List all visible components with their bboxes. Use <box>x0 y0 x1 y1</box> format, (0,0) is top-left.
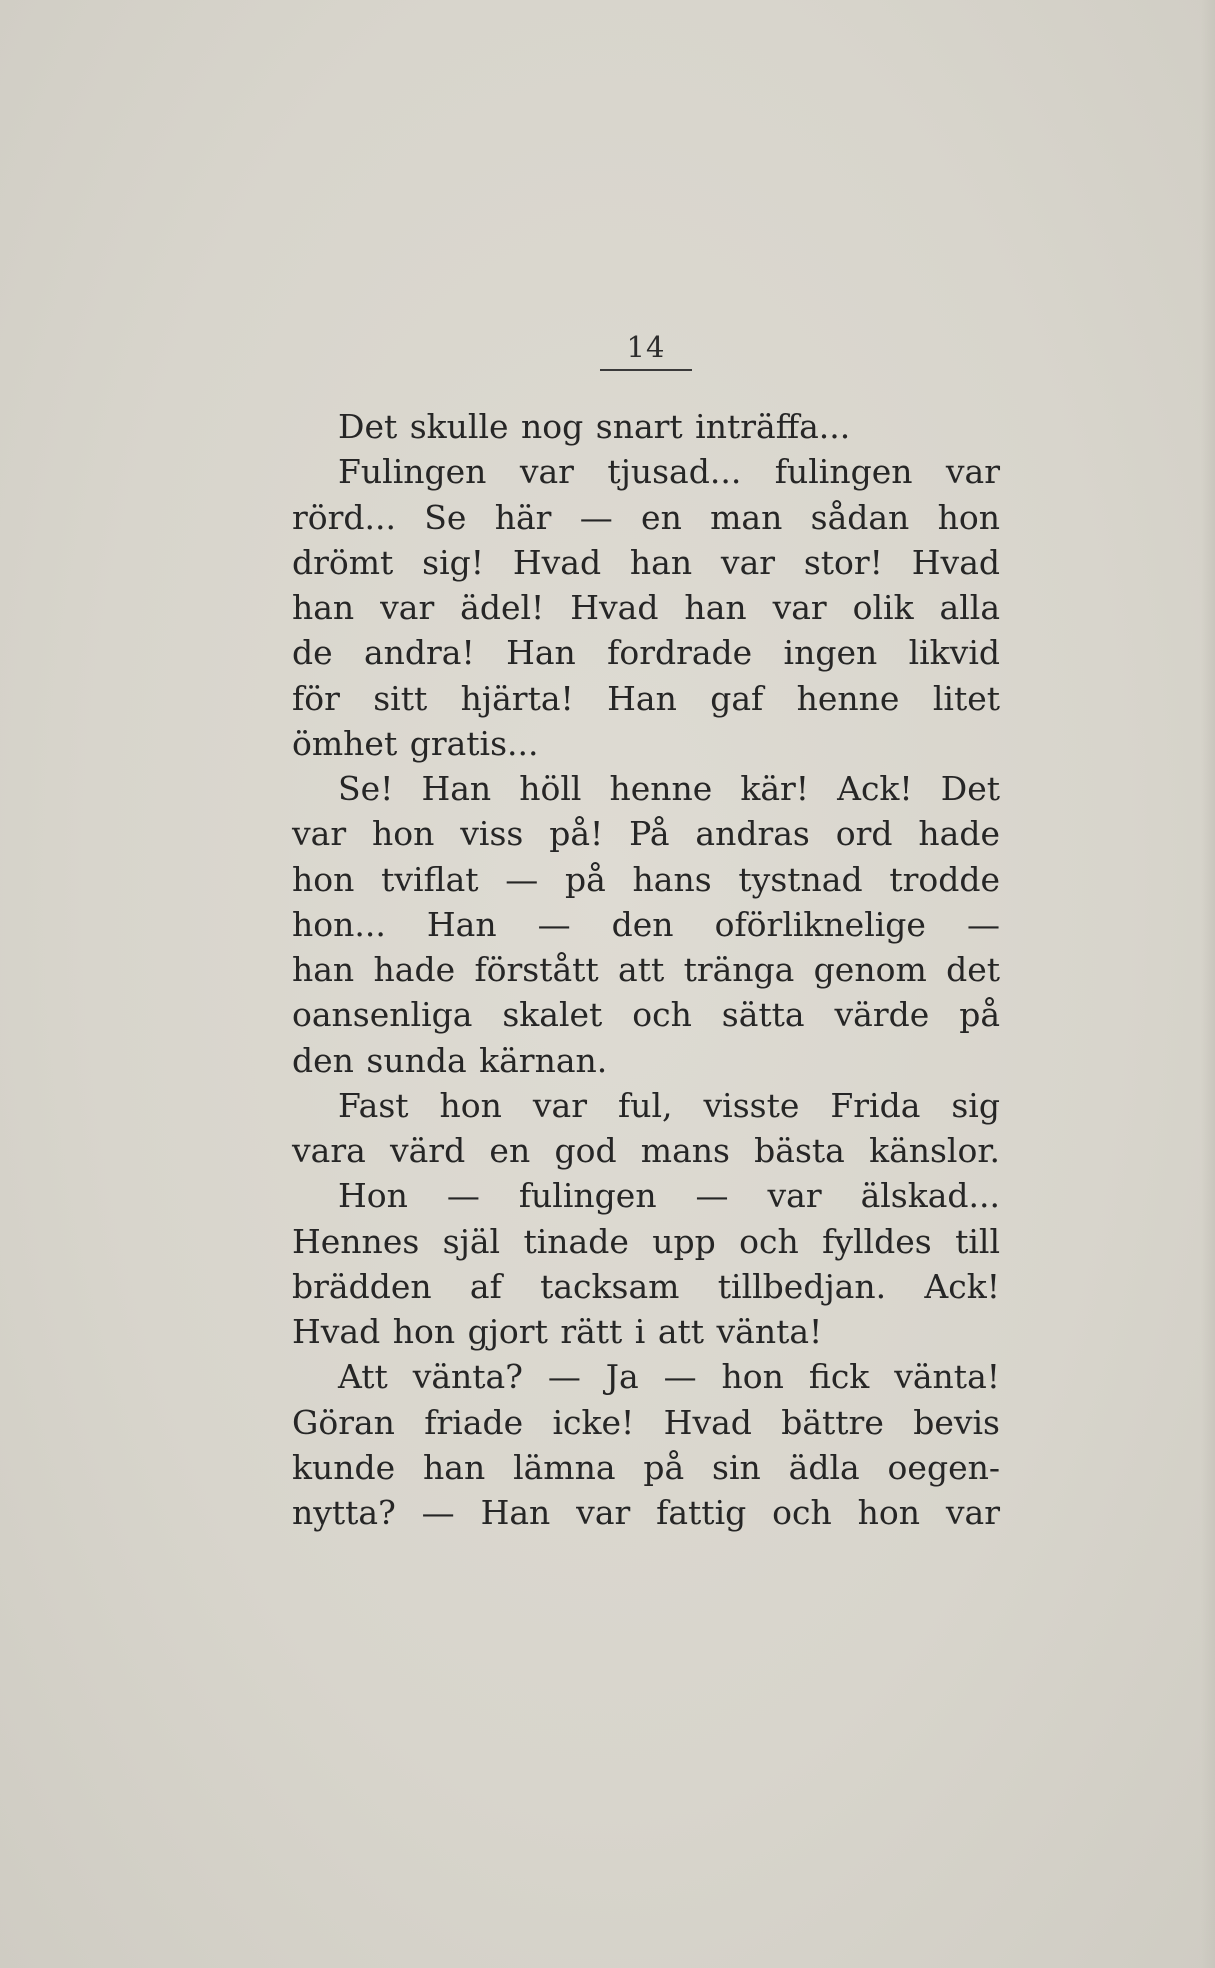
text-line: Fast hon var ful, visste Frida sig <box>338 1085 1000 1125</box>
text-line: de andra! Han fordrade ingen likvid <box>292 633 1000 673</box>
page-number-rule <box>600 369 692 371</box>
text-line: Hvad hon gjort rätt i att vänta! <box>292 1312 823 1351</box>
page-number: 14 <box>626 330 666 364</box>
text-line: Att vänta? — Ja — hon fick vänta! <box>338 1357 1000 1397</box>
text-line: Se! Han höll henne kär! Ack! Det <box>338 769 1000 808</box>
text-line: hon tviflat — på hans tystnad trodde <box>292 859 1000 899</box>
text-line: för sitt hjärta! Han gaf henne litet <box>292 678 1000 718</box>
text-line: Det skulle nog snart inträffa... <box>338 407 851 446</box>
text-line: nytta? — Han var fattig och hon var <box>292 1493 1000 1532</box>
text-line: ömhet gratis... <box>292 723 539 763</box>
text-line: var hon viss på! På andras ord hade <box>292 814 1000 854</box>
text-line: oansenliga skalet och sätta värde på <box>292 995 1000 1035</box>
text-line: kunde han lämna på sin ädla oegen- <box>292 1447 1000 1487</box>
text-line: Göran friade icke! Hvad bättre bevis <box>292 1402 1000 1442</box>
text-line: Fulingen var tjusad... fulingen var <box>338 452 1000 492</box>
text-line: Hennes själ tinade upp och fylldes till <box>292 1221 1000 1261</box>
text-line: hon... Han — den oförliknelige — <box>292 904 1000 944</box>
body-text <box>292 404 1000 1535</box>
text-line: rörd... Se här — en man sådan hon <box>292 497 1000 537</box>
text-line: Hon — fulingen — var älskad... <box>338 1176 1000 1216</box>
text-line: han hade förstått att tränga genom det <box>292 950 1000 989</box>
text-line: drömt sig! Hvad han var stor! Hvad <box>292 542 1000 582</box>
text-line: vara värd en god mans bästa känslor. <box>292 1131 1000 1170</box>
text-line: brädden af tacksam tillbedjan. Ack! <box>292 1266 1000 1306</box>
text-line: den sunda kärnan. <box>292 1040 608 1080</box>
text-line: han var ädel! Hvad han var olik alla <box>292 588 1000 627</box>
